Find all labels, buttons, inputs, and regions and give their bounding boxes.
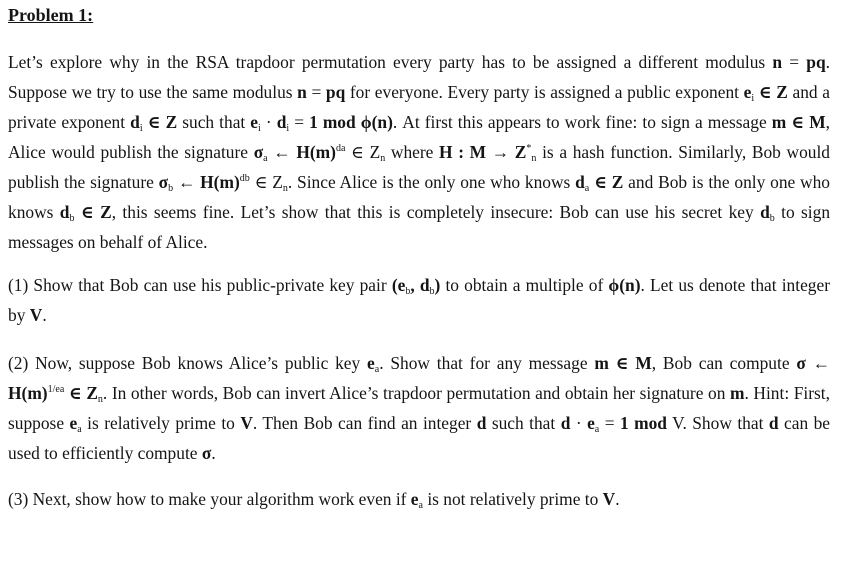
problem-title: Problem 1: (8, 5, 94, 25)
part-2-paragraph: (2) Now, suppose Bob knows Alice’s public key $e_a$. Show that for any message m ∈ M, Bob can compute σ ← $H(m)^{1/ea}$ ∈ $Z_n$. In other words, Bob can invert Alice’s trapdoor permutation and obtain her signature on m. Hint: First, suppose $e_a$ is relatively prime to V. Then Bob can find an integer d such that $d \cdot e_a = 1$ mod V. Show that d can be used to efficiently compute σ. (8, 353, 831, 463)
part-3-paragraph: (3) Next, show how to make your algorithm work even if $e_a$ is not relatively prime to V. (8, 489, 620, 511)
part-1-paragraph: (1) Show that Bob can use his public-private key pair ($e_b$, $d_b$) to obtain a multiple of ϕ(n). Let us denote that integer by V. (8, 275, 830, 325)
intro-paragraph: Let’s explore why in the RSA trapdoor permutation every party has to be assigned a different modulus n = pq. Suppose we try to use the same modulus n = pq for everyone. Every party is assigned a public exponent $e_i$ ∈ Z and a private exponent $d_i$ ∈ Z such that $e_i \cdot d_i = 1$ mod ϕ(n). At first this appears to work fine: to sign a message m ∈ M, Alice would publish the signature $\sigma_a$ ← $H(m)^{da}$ ∈ $Z_n$ where H : $M \to Z^*_n$ is a hash function. Similarly, Bob would publish the signature $\sigma_b$ ← $H(m)^{db}$ ∈ $Z_n$. Since Alice is the only one who knows $d_a$ ∈ Z and Bob is the only one who knows $d_b$ ∈ Z, this seems fine. Let’s show that this is completely insecure: Bob can use his secret key $d_b$ to sign messages on behalf of Alice. (8, 52, 831, 252)
